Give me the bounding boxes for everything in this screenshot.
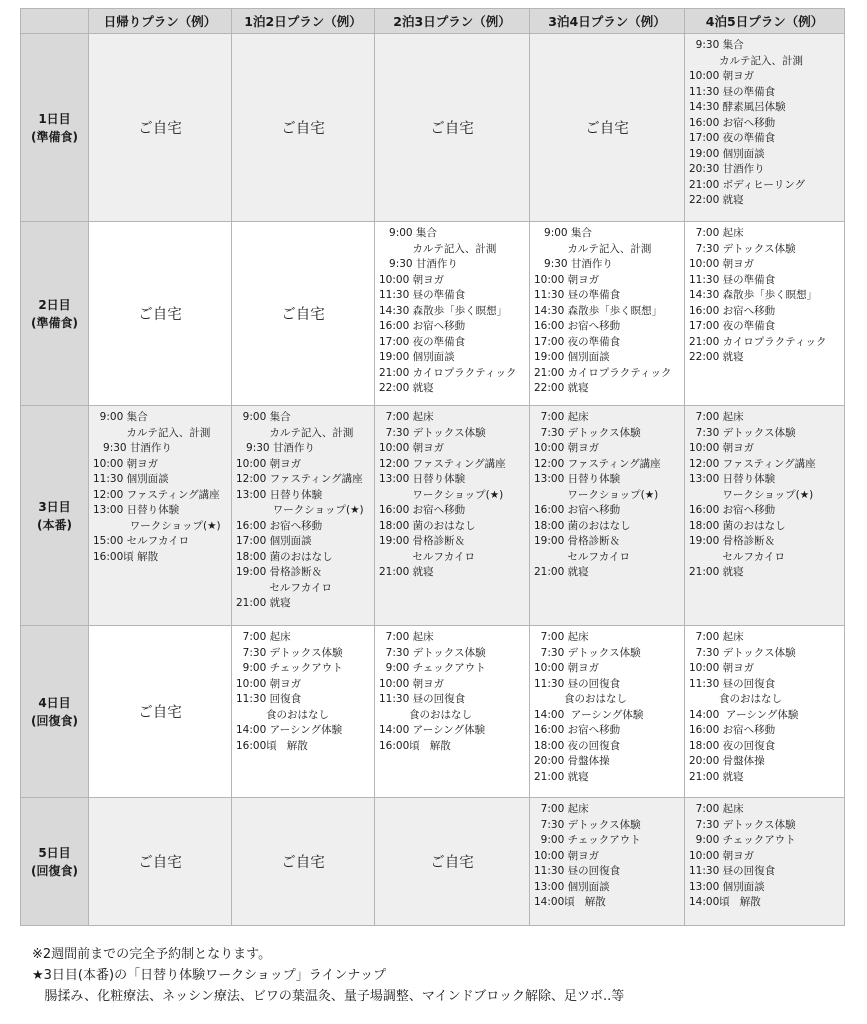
- schedule-list: [685, 406, 844, 585]
- schedule-line: セルフカイロ: [689, 550, 785, 563]
- schedule-list: [375, 406, 529, 585]
- schedule-line: 11:30 昼の準備食: [379, 289, 466, 301]
- schedule-line: 食のおはなし: [689, 693, 783, 705]
- schedule-line: 11:30 昼の回復食: [534, 677, 621, 690]
- schedule-line: 21:00 就寝: [534, 770, 589, 783]
- schedule-line: カルテ記入、計測: [689, 54, 804, 67]
- schedule-line: 21:00 カイロプラクティック: [379, 366, 517, 379]
- home-label: ご自宅: [281, 855, 325, 871]
- day-label: [21, 798, 89, 926]
- schedule-line: 13:00 個別面談: [689, 880, 765, 893]
- day-label: [21, 626, 89, 798]
- schedule-cell: [530, 798, 685, 926]
- schedule-line: 10:00 朝ヨガ: [534, 662, 600, 674]
- day-row: [21, 222, 845, 406]
- day-title: 2日目: [38, 297, 71, 312]
- schedule-line: 10:00 朝ヨガ: [236, 457, 302, 470]
- home-label: ご自宅: [281, 121, 325, 137]
- day-subtitle: (準備食): [31, 129, 78, 144]
- schedule-list: [530, 798, 684, 915]
- schedule-line: 16:00 お宿へ移動: [689, 304, 776, 317]
- schedule-line: 21:00 就寝: [379, 566, 434, 578]
- schedule-cell: [89, 222, 232, 406]
- schedule-line: 7:00 起床: [689, 411, 744, 423]
- schedule-line: 7:30 デトックス体験: [689, 426, 796, 439]
- schedule-cell: [685, 34, 845, 222]
- schedule-line: 22:00 就寝: [379, 382, 434, 394]
- schedule-line: 17:00 夜の準備食: [379, 335, 466, 348]
- day-row: [21, 406, 845, 626]
- schedule-line: 10:00 朝ヨガ: [379, 677, 445, 690]
- schedule-line: 22:00 就寝: [689, 194, 744, 206]
- schedule-line: ワークショップ(★): [93, 519, 221, 532]
- schedule-line: 16:00 お宿へ移動: [379, 504, 466, 516]
- schedule-line: 22:00 就寝: [689, 351, 744, 363]
- plan-schedule-table: [20, 8, 845, 926]
- schedule-cell: [685, 626, 845, 798]
- schedule-line: 7:30 デトックス体験: [689, 646, 796, 659]
- schedule-line: 18:00 夜の回復食: [689, 739, 776, 752]
- schedule-line: 7:00 起床: [379, 411, 434, 423]
- schedule-line: 7:30 デトックス体験: [379, 646, 486, 659]
- schedule-line: 9:30 甘酒作り: [93, 442, 172, 454]
- day-subtitle: (準備食): [31, 315, 78, 330]
- schedule-line: 21:00 就寝: [689, 770, 744, 783]
- schedule-line: 7:00 起床: [689, 631, 744, 643]
- schedule-line: 16:00 お宿へ移動: [534, 504, 621, 516]
- schedule-line: 食のおはなし: [534, 693, 628, 705]
- schedule-line: 16:00 お宿へ移動: [236, 519, 323, 532]
- schedule-line: 16:00頃 解散: [93, 550, 159, 563]
- schedule-line: 7:30 デトックス体験: [534, 426, 641, 439]
- schedule-cell: [530, 34, 685, 222]
- schedule-line: 19:00 個別面談: [534, 351, 610, 363]
- schedule-line: 12:00 ファスティング講座: [93, 488, 220, 501]
- schedule-line: 21:00 カイロプラクティック: [689, 335, 827, 348]
- day-label: [21, 34, 89, 222]
- schedule-cell: [232, 222, 375, 406]
- schedule-line: セルフカイロ: [534, 550, 630, 563]
- header-plan-1-night: 1泊2日プラン（例）: [232, 9, 375, 34]
- schedule-line: 12:00 ファスティング講座: [236, 473, 363, 485]
- schedule-line: 9:00 チェックアウト: [689, 834, 796, 846]
- schedule-line: 9:00 集合: [379, 227, 437, 239]
- schedule-line: 10:00 朝ヨガ: [534, 849, 600, 862]
- schedule-line: 22:00 就寝: [534, 382, 589, 394]
- schedule-line: 16:00頃 解散: [379, 739, 451, 752]
- day-title: 4日目: [38, 695, 71, 710]
- schedule-line: カルテ記入、計測: [534, 242, 652, 255]
- schedule-line: 9:00 チェックアウト: [236, 662, 343, 674]
- schedule-cell: [530, 406, 685, 626]
- schedule-cell: [685, 798, 845, 926]
- home-label: ご自宅: [138, 307, 182, 323]
- schedule-line: 7:30 デトックス体験: [534, 646, 641, 659]
- schedule-line: 18:00 菌のおはなし: [534, 519, 631, 532]
- schedule-line: 9:00 チェックアウト: [379, 662, 486, 674]
- schedule-line: 11:30 昼の回復食: [689, 677, 776, 690]
- schedule-line: ワークショップ(★): [379, 488, 504, 501]
- schedule-line: 19:00 骨格診断＆: [689, 535, 776, 547]
- schedule-line: 10:00 朝ヨガ: [93, 457, 159, 470]
- schedule-line: 7:00 起床: [534, 411, 589, 423]
- schedule-line: 13:00 個別面談: [534, 880, 610, 893]
- schedule-cell: [375, 34, 530, 222]
- schedule-line: 18:00 菌のおはなし: [379, 519, 476, 532]
- schedule-line: 14:30 森散歩「歩く瞑想」: [379, 304, 508, 317]
- schedule-cell: [232, 406, 375, 626]
- schedule-line: 9:30 甘酒作り: [379, 258, 458, 270]
- schedule-cell: [530, 626, 685, 798]
- schedule-line: 13:00 日替り体験: [689, 473, 776, 485]
- schedule-line: 10:00 朝ヨガ: [689, 258, 755, 270]
- schedule-line: 11:30 昼の準備食: [689, 85, 776, 98]
- schedule-line: 14:00 アーシング体験: [689, 708, 799, 721]
- schedule-line: 20:00 骨盤体操: [534, 755, 610, 767]
- schedule-line: ワークショップ(★): [534, 488, 659, 501]
- schedule-list: [685, 798, 844, 915]
- schedule-line: 食のおはなし: [236, 708, 330, 721]
- home-label: ご自宅: [138, 855, 182, 871]
- schedule-line: 9:00 集合: [93, 411, 148, 423]
- day-label: [21, 222, 89, 406]
- schedule-line: 16:00 お宿へ移動: [534, 320, 621, 332]
- schedule-line: カルテ記入、計測: [379, 242, 497, 255]
- schedule-line: 21:00 就寝: [689, 566, 744, 578]
- schedule-cell: [89, 34, 232, 222]
- day-title: 1日目: [38, 111, 71, 126]
- schedule-list: [530, 222, 684, 401]
- home-label: ご自宅: [138, 121, 182, 137]
- schedule-line: 20:30 甘酒作り: [689, 163, 765, 175]
- schedule-line: 14:30 森散歩「歩く瞑想」: [534, 304, 663, 317]
- note-workshop-lineup-title: ★3日目(本番)の「日替り体験ワークショップ」ラインナップ: [32, 968, 387, 983]
- schedule-line: 18:00 菌のおはなし: [689, 519, 786, 532]
- home-label: ご自宅: [138, 705, 182, 721]
- schedule-line: 10:00 朝ヨガ: [689, 849, 755, 862]
- schedule-line: 17:00 夜の準備食: [689, 320, 776, 332]
- day-row: [21, 798, 845, 926]
- schedule-line: 7:00 起床: [689, 227, 744, 239]
- schedule-line: 14:00頃 解散: [689, 896, 761, 908]
- schedule-line: セルフカイロ: [379, 550, 475, 563]
- schedule-list: [685, 626, 844, 789]
- schedule-line: 18:00 菌のおはなし: [236, 550, 333, 563]
- schedule-line: 14:00 アーシング体験: [534, 708, 644, 721]
- schedule-line: 19:00 個別面談: [689, 147, 765, 160]
- schedule-line: 11:30 昼の回復食: [534, 865, 621, 877]
- schedule-line: 16:00 お宿へ移動: [689, 116, 776, 129]
- day-row: [21, 34, 845, 222]
- schedule-line: 16:00 お宿へ移動: [379, 320, 466, 332]
- schedule-cell: [375, 222, 530, 406]
- schedule-line: 9:00 集合: [534, 227, 592, 239]
- schedule-line: 10:00 朝ヨガ: [236, 677, 302, 690]
- schedule-line: 9:00 チェックアウト: [534, 834, 641, 846]
- schedule-line: 21:00 ボディヒーリング: [689, 178, 806, 191]
- schedule-line: 9:30 集合: [689, 39, 744, 51]
- schedule-line: カルテ記入、計測: [236, 426, 354, 439]
- schedule-line: 7:30 デトックス体験: [689, 818, 796, 831]
- schedule-line: 16:00 お宿へ移動: [689, 724, 776, 736]
- schedule-line: 17:00 夜の準備食: [534, 335, 621, 348]
- schedule-line: 13:00 日替り体験: [379, 473, 466, 485]
- schedule-line: 11:30 昼の準備食: [689, 273, 776, 286]
- schedule-line: 21:00 就寝: [534, 566, 589, 578]
- schedule-line: 13:00 日替り体験: [93, 504, 180, 516]
- schedule-line: 14:30 森散歩「歩く瞑想」: [689, 289, 818, 301]
- header-row: [21, 9, 845, 34]
- schedule-line: 12:00 ファスティング講座: [689, 457, 816, 470]
- schedule-list: [232, 406, 374, 616]
- day-subtitle: (本番): [37, 517, 72, 532]
- schedule-line: 10:00 朝ヨガ: [379, 273, 445, 286]
- header-corner: [21, 9, 89, 34]
- note-workshop-lineup-items: 腸揉み、化粧療法、ネッシン療法、ビワの葉温灸、量子場調整、マインドブロック解除、足ツボ..等: [32, 989, 625, 1004]
- schedule-cell: [530, 222, 685, 406]
- schedule-line: 食のおはなし: [379, 708, 473, 721]
- schedule-list: [685, 222, 844, 370]
- schedule-line: 11:30 回復食: [236, 693, 302, 705]
- schedule-list: [530, 406, 684, 585]
- home-label: ご自宅: [430, 121, 474, 137]
- schedule-line: 7:00 起床: [379, 631, 434, 643]
- schedule-line: 15:00 セルフカイロ: [93, 535, 190, 547]
- schedule-line: 17:00 個別面談: [236, 535, 312, 547]
- schedule-list: [375, 626, 529, 758]
- schedule-line: 17:00 夜の準備食: [689, 132, 776, 144]
- day-row: [21, 626, 845, 798]
- day-subtitle: (回復食): [31, 713, 78, 728]
- schedule-list: [685, 34, 844, 213]
- schedule-line: 9:30 甘酒作り: [236, 442, 315, 454]
- schedule-line: 16:00 お宿へ移動: [534, 724, 621, 736]
- schedule-cell: [232, 34, 375, 222]
- schedule-line: 11:30 昼の準備食: [534, 289, 621, 301]
- schedule-list: [375, 222, 529, 401]
- schedule-line: 10:00 朝ヨガ: [689, 70, 755, 82]
- schedule-cell: [89, 798, 232, 926]
- schedule-line: 13:00 日替り体験: [534, 473, 621, 485]
- schedule-line: 13:00 日替り体験: [236, 488, 323, 501]
- schedule-cell: [685, 406, 845, 626]
- schedule-line: 19:00 骨格診断＆: [236, 566, 323, 578]
- schedule-line: 12:00 ファスティング講座: [534, 457, 661, 470]
- day-title: 5日目: [38, 845, 71, 860]
- schedule-line: 7:30 デトックス体験: [534, 818, 641, 831]
- home-label: ご自宅: [430, 855, 474, 871]
- schedule-line: 7:30 デトックス体験: [379, 426, 486, 439]
- schedule-line: 20:00 骨盤体操: [689, 755, 765, 767]
- schedule-list: [89, 406, 231, 569]
- schedule-line: 14:00 アーシング体験: [379, 724, 486, 736]
- schedule-line: 14:00頃 解散: [534, 896, 606, 908]
- schedule-line: 10:00 朝ヨガ: [534, 442, 600, 454]
- schedule-cell: [685, 222, 845, 406]
- header-plan-day-trip: 日帰りプラン（例）: [89, 9, 232, 34]
- header-plan-4-nights: 4泊5日プラン（例）: [685, 9, 845, 34]
- schedule-line: 9:00 集合: [236, 411, 291, 423]
- schedule-cell: [89, 406, 232, 626]
- schedule-line: 7:30 デトックス体験: [689, 242, 796, 255]
- schedule-line: 11:30 昼の回復食: [379, 693, 466, 705]
- schedule-line: 10:00 朝ヨガ: [689, 442, 755, 454]
- schedule-cell: [89, 626, 232, 798]
- schedule-cell: [375, 798, 530, 926]
- schedule-line: 7:00 起床: [534, 631, 589, 643]
- note-reservation: ※2週間前までの完全予約制となります。: [32, 947, 272, 962]
- schedule-line: 11:30 昼の回復食: [689, 865, 776, 877]
- schedule-line: 10:00 朝ヨガ: [689, 662, 755, 674]
- day-label: [21, 406, 89, 626]
- schedule-line: 21:00 カイロプラクティック: [534, 366, 672, 379]
- day-subtitle: (回復食): [31, 863, 78, 878]
- schedule-line: 11:30 個別面談: [93, 473, 169, 485]
- header-plan-3-nights: 3泊4日プラン（例）: [530, 9, 685, 34]
- schedule-line: 21:00 就寝: [236, 597, 291, 609]
- notes-section: [32, 944, 624, 1007]
- schedule-list: [232, 626, 374, 758]
- schedule-line: 14:30 酵素風呂体験: [689, 101, 786, 113]
- schedule-line: カルテ記入、計測: [93, 426, 211, 439]
- schedule-line: 10:00 朝ヨガ: [379, 442, 445, 454]
- schedule-line: 10:00 朝ヨガ: [534, 273, 600, 286]
- schedule-line: 19:00 骨格診断＆: [534, 535, 621, 547]
- schedule-line: 7:00 起床: [689, 803, 744, 815]
- schedule-line: 14:00 アーシング体験: [236, 724, 343, 736]
- schedule-cell: [232, 798, 375, 926]
- schedule-cell: [375, 626, 530, 798]
- schedule-line: 18:00 夜の回復食: [534, 739, 621, 752]
- schedule-line: 19:00 個別面談: [379, 351, 455, 363]
- schedule-cell: [232, 626, 375, 798]
- schedule-line: ワークショップ(★): [236, 504, 364, 516]
- schedule-list: [530, 626, 684, 789]
- schedule-line: 12:00 ファスティング講座: [379, 457, 506, 470]
- schedule-line: セルフカイロ: [236, 581, 332, 594]
- home-label: ご自宅: [281, 307, 325, 323]
- schedule-line: 7:30 デトックス体験: [236, 646, 343, 659]
- schedule-line: 19:00 骨格診断＆: [379, 535, 466, 547]
- schedule-line: 7:00 起床: [236, 631, 291, 643]
- schedule-line: 16:00 お宿へ移動: [689, 504, 776, 516]
- schedule-line: 16:00頃 解散: [236, 739, 308, 752]
- schedule-line: 7:00 起床: [534, 803, 589, 815]
- schedule-line: 9:30 甘酒作り: [534, 258, 613, 270]
- header-plan-2-nights: 2泊3日プラン（例）: [375, 9, 530, 34]
- schedule-cell: [375, 406, 530, 626]
- schedule-line: ワークショップ(★): [689, 488, 814, 501]
- day-title: 3日目: [38, 499, 71, 514]
- home-label: ご自宅: [585, 121, 629, 137]
